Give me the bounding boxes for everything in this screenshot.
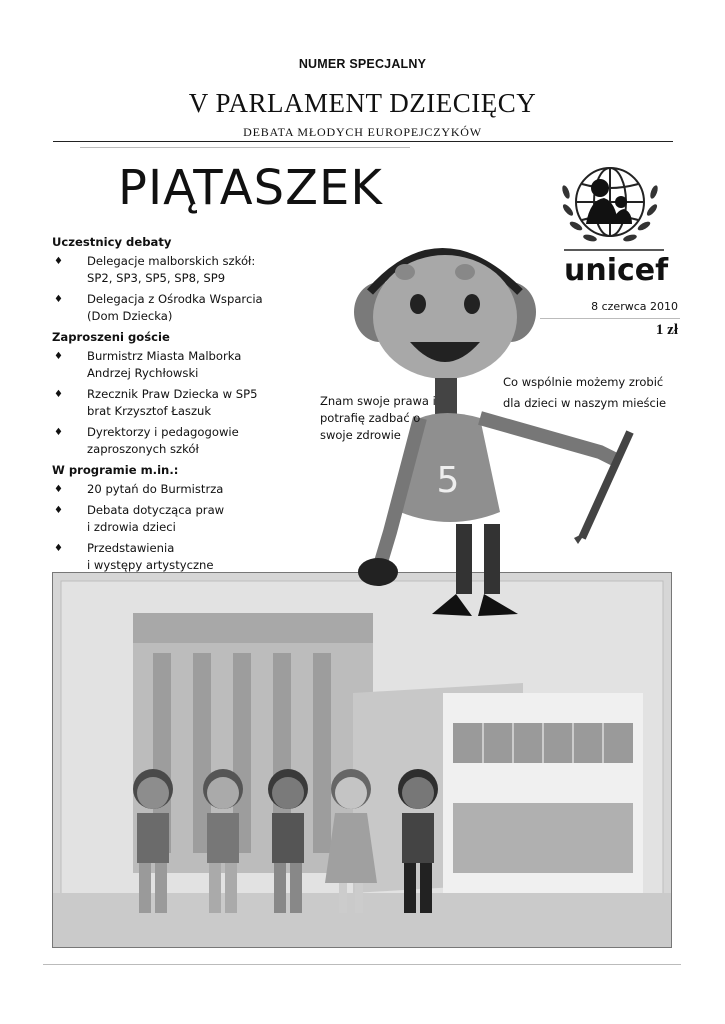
header-thin-divider	[80, 147, 410, 148]
footer-divider	[43, 964, 681, 965]
issue-price: 1 zł	[655, 322, 678, 338]
issue-date: 8 czerwca 2010	[591, 300, 678, 313]
list-item: ♦ 20 pytań do Burmistrza	[54, 482, 224, 496]
newspaper-name: PIĄTASZEK	[118, 160, 383, 216]
list-item: ♦ Delegacje malborskich szkół: SP2, SP3, SP5, SP8, SP9	[54, 254, 256, 285]
section-program	[52, 462, 282, 574]
list-item: ♦ Delegacja z Ośrodka Wsparcia (Dom Dziecka)	[54, 292, 263, 323]
diamond-bullet-icon: ♦	[54, 294, 63, 305]
list-item: ♦ Przedstawienia i występy artystyczne	[54, 541, 214, 572]
list-item: ♦ Rzecznik Praw Dziecka w SP5 brat Krzysztof Łaszuk	[54, 387, 258, 418]
quote-right: Co wspólnie możemy zrobić dla dzieci w naszym mieście	[503, 375, 667, 410]
section-participants	[52, 234, 282, 325]
diamond-bullet-icon: ♦	[54, 543, 63, 554]
header-divider	[53, 141, 673, 142]
unicef-wordmark: unicef	[564, 253, 669, 288]
quote-left: Znam swoje prawa i potrafię zadbać o swoje zdrowie	[320, 394, 436, 442]
list-item: ♦ Debata dotycząca praw i zdrowia dzieci	[54, 503, 225, 534]
robot-shirt-number: 5	[436, 460, 460, 501]
section-guests	[52, 329, 282, 458]
section-list	[52, 348, 282, 458]
section-heading: Uczestnicy debaty	[52, 235, 172, 249]
section-list	[52, 481, 282, 574]
section-heading: Zaproszeni goście	[52, 330, 170, 344]
special-issue-label: NUMER SPECJALNY	[298, 57, 427, 71]
program-column	[52, 234, 282, 578]
diamond-bullet-icon: ♦	[54, 256, 63, 267]
list-item: ♦ Dyrektorzy i pedagogowie zaproszonych szkół	[54, 425, 239, 456]
diamond-bullet-icon: ♦	[54, 427, 63, 438]
diamond-bullet-icon: ♦	[54, 484, 63, 495]
page-title: V PARLAMENT DZIECIĘCY	[188, 88, 537, 118]
diamond-bullet-icon: ♦	[54, 351, 63, 362]
diamond-bullet-icon: ♦	[54, 505, 63, 516]
diamond-bullet-icon: ♦	[54, 389, 63, 400]
section-list	[52, 253, 282, 325]
section-heading: W programie m.in.:	[52, 463, 179, 477]
page-subtitle: DEBATA MŁODYCH EUROPEJCZYKÓW	[243, 125, 482, 139]
list-item: ♦ Burmistrz Miasta Malborka Andrzej Rychłowski	[54, 349, 242, 380]
